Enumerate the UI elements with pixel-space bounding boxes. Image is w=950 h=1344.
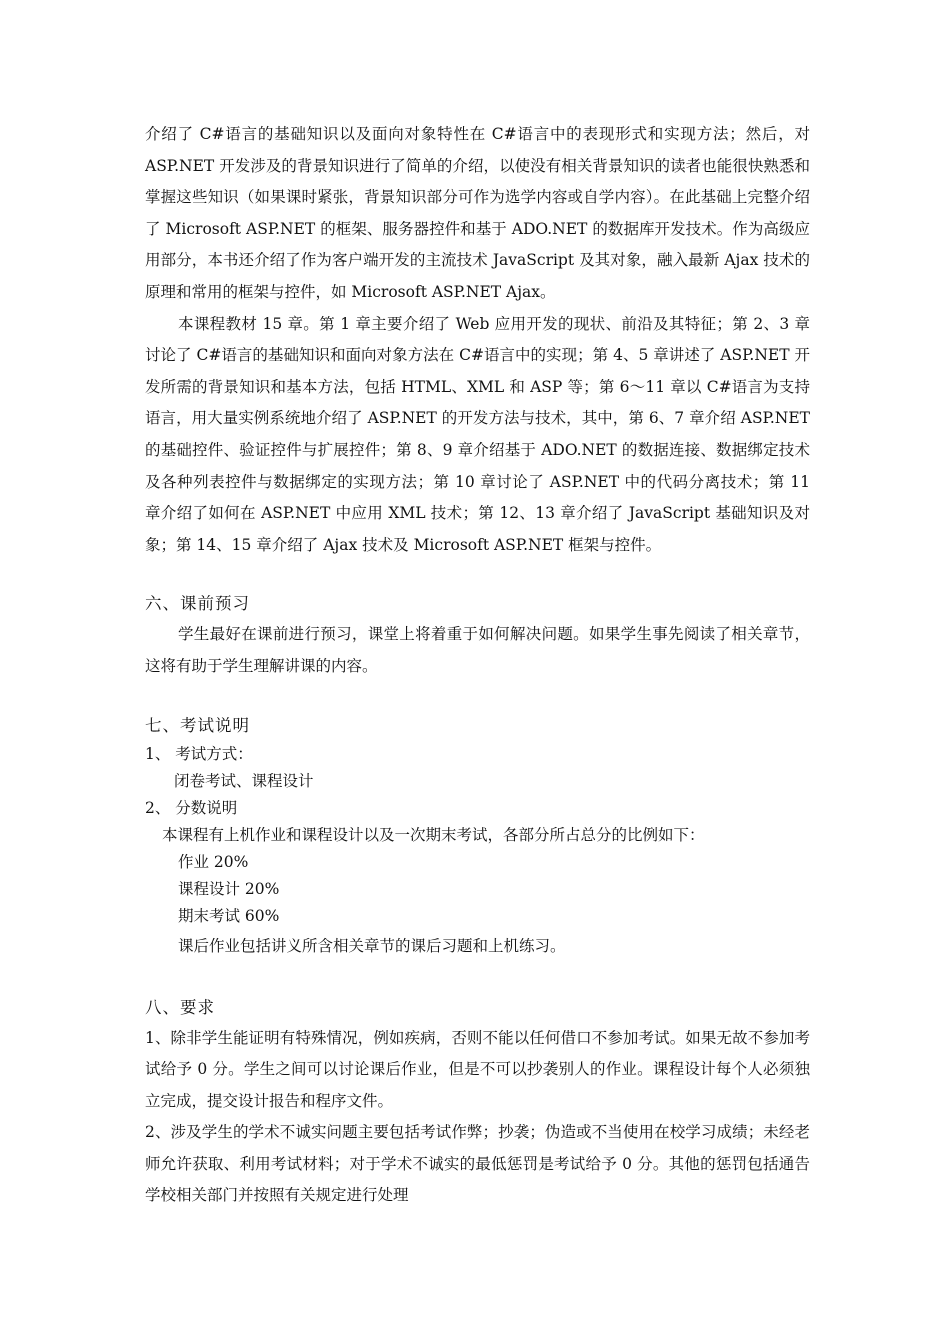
section-6-heading: 六、课前预习 [145, 594, 250, 614]
exam-method-label: 1、 考试方式： [145, 744, 253, 763]
requirement-1: 1、除非学生能证明有特殊情况，例如疾病，否则不能以任何借口不参加考试。如果无故不参加考试给予 0 分。学生之间可以讨论课后作业，但是不可以抄袭别人的作业。课程设计每个人必须独立完成，提交设计报告和程序文件。 [145, 1028, 810, 1110]
score-explanation-intro: 本课程有上机作业和课程设计以及一次期末考试，各部分所占总分的比例如下： [162, 825, 705, 844]
grade-course-design: 课程设计 20% [178, 879, 280, 898]
score-explanation-label: 2、 分数说明 [145, 798, 238, 817]
exam-method-value: 闭卷考试、课程设计 [174, 771, 314, 790]
grade-final-exam: 期末考试 60% [178, 906, 280, 925]
requirement-2: 2、涉及学生的学术不诚实问题主要包括考试作弊；抄袭；伪造或不当使用在校学习成绩；未经老师允许获取、利用考试材料；对于学术不诚实的最低惩罚是考试给予 0 分。其他的惩罚包括通告学校相关部门并按照有关规定进行处理 [145, 1123, 810, 1205]
document-page [145, 119, 810, 1212]
intro-paragraph-1: 介绍了 C#语言的基础知识以及面向对象特性在 C#语言中的表现形式和实现方法；然后，对 ASP.NET 开发涉及的背景知识进行了简单的介绍，以使没有相关背景知识的读者也能很快熟悉和掌握这些知识（如果课时紧张，背景知识部分可作为选学内容或自学内容）。在此基础上完整介绍了 Microsoft ASP.NET 的框架、服务器控件和基于 ADO.NET 的数据库开发技术。作为高级应用部分，本书还介绍了作为客户端开发的主流技术 JavaScript 及其对象，融入最新 Ajax 技术的原理和常用的框架与控件，如 Microsoft ASP.NET Ajax。 [145, 125, 810, 301]
grade-homework: 作业 20% [178, 852, 249, 871]
section-6-body: 学生最好在课前进行预习，课堂上将着重于如何解决问题。如果学生事先阅读了相关章节，这将有助于学生理解讲课的内容。 [145, 625, 810, 675]
intro-paragraph-2: 本课程教材 15 章。第 1 章主要介绍了 Web 应用开发的现状、前沿及其特征；第 2、3 章讨论了 C#语言的基础知识和面向对象方法在 C#语言中的实现；第 4、5 章讲述了 ASP.NET 开发所需的背景知识和基本方法，包括 HTML、XML 和 ASP 等；第 6～11 章以 C#语言为支持语言，用大量实例系统地介绍了 ASP.NET 的开发方法与技术，其中，第 6、7 章介绍 ASP.NET 的基础控件、验证控件与扩展控件；第 8、9 章介绍基于 ADO.NET 的数据连接、数据绑定技术及各种列表控件与数据绑定的实现方法；第 10 章讨论了 ASP.NET 中的代码分离技术；第 11 章介绍了如何在 ASP.NET 中应用 XML 技术；第 12、13 章介绍了 JavaScript 基础知识及对象；第 14、15 章介绍了 Ajax 技术及 Microsoft ASP.NET 框架与控件。 [145, 314, 810, 554]
homework-note: 课后作业包括讲义所含相关章节的课后习题和上机练习。 [178, 936, 566, 955]
section-7-heading: 七、考试说明 [145, 715, 250, 735]
section-8-heading: 八、要求 [145, 997, 215, 1017]
